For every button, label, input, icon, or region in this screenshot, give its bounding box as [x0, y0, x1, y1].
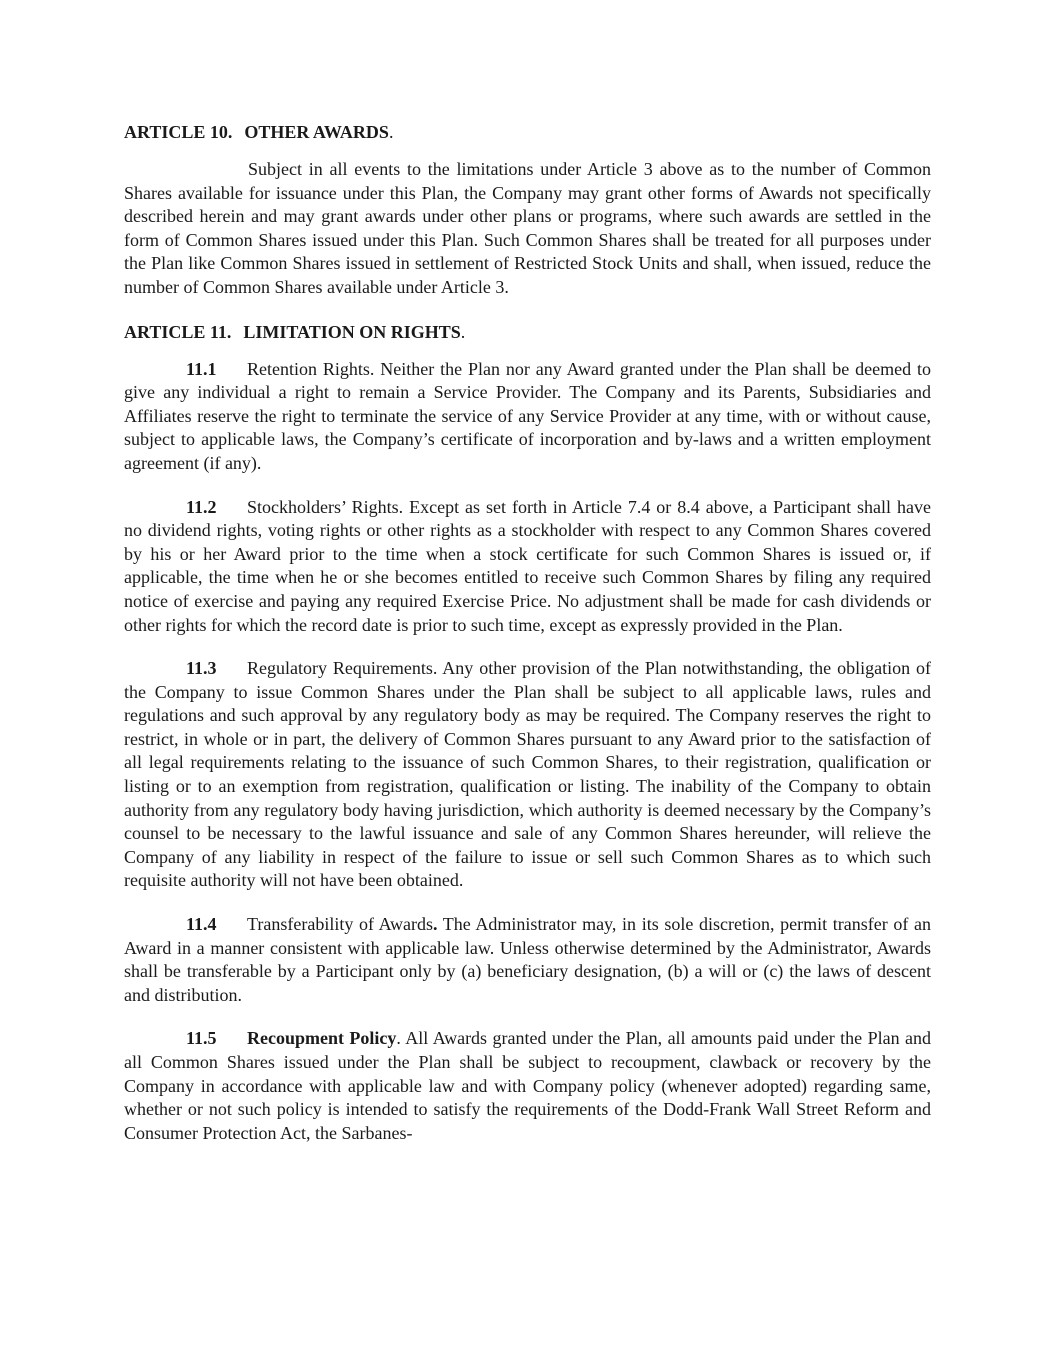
- article-11-heading: [124, 320, 931, 344]
- section-11-1: [124, 358, 931, 476]
- section-title: Stockholders’ Rights.: [247, 496, 404, 517]
- article-11-period: .: [460, 321, 466, 342]
- article-11-number: ARTICLE 11.: [124, 321, 232, 342]
- section-title-period: .: [432, 914, 438, 935]
- section-text: Any other provision of the Plan notwithstanding, the obligation of the Company to issue Common Shares under the Plan shall be subject to all applicable laws, rules and regulations and such approval by any regulatory body as may be required. The Company reserves the right to restrict, in whole or in part, the delivery of Common Shares pursuant to any Award prior to the satisfaction of all legal requirements relating to the issuance of such Common Shares, to their registration, qualification or listing or to an exemption from registration, qualification or listing. The inability of the Company to obtain authority from any regulatory body having jurisdiction, which authority is deemed necessary by the Company’s counsel to be necessary to the lawful issuance and sale of any Common Shares hereunder, will relieve the Company of any liability in respect of the failure to issue or sell such Common Shares as to which such requisite authority will not have been obtained.: [124, 658, 931, 891]
- article-10-title: OTHER AWARDS: [244, 122, 389, 142]
- section-title: Retention Rights.: [247, 358, 375, 379]
- section-11-3: [124, 657, 931, 893]
- article-10-body: Subject in all events to the limitations under Article 3 above as to the number of Common Shares available for issuance under this Plan, the Company may grant other forms of Awards not specifically described herein and may grant awards under other plans or programs, where such awards are settled in the form of Common Shares issued under this Plan. Such Common Shares shall be treated for all purposes under the Plan like Common Shares issued in settlement of Restricted Stock Units and shall, when issued, reduce the number of Common Shares available under Article 3.: [124, 159, 931, 297]
- section-number: 11.3: [186, 658, 217, 679]
- section-number: 11.5: [186, 1028, 217, 1049]
- section-11-5: [124, 1027, 931, 1145]
- article-10-number: ARTICLE 10.: [124, 122, 233, 142]
- section-title: Recoupment Policy: [247, 1028, 397, 1049]
- section-text: Except as set forth in Article 7.4 or 8.4 above, a Participant shall have no dividend rights, voting rights or other rights as a stockholder with respect to any Common Shares covered by his or her Award prior to the time when a stock certificate for such Common Shares is issued or, if applicable, the time when he or she becomes entitled to receive such Common Shares by filing any required notice of exercise and paying any required Exercise Price. No adjustment shall be made for cash dividends or other rights for which the record date is prior to such time, except as expressly provided in the Plan.: [124, 496, 931, 635]
- article-11-title: LIMITATION ON RIGHTS: [243, 321, 461, 342]
- article-10-heading: [124, 120, 931, 144]
- section-text: Neither the Plan nor any Award granted under the Plan shall be deemed to give any individual a right to remain a Service Provider. The Company and its Parents, Subsidiaries and Affiliates reserve the right to terminate the service of any Service Provider at any time, with or without cause, subject to applicable laws, the Company’s certificate of incorporation and by-laws and a written employment agreement (if any).: [124, 358, 932, 473]
- section-number: 11.1: [186, 358, 217, 379]
- section-number: 11.2: [186, 496, 217, 517]
- section-title: Transferability of Awards: [247, 914, 433, 935]
- section-number: 11.4: [186, 914, 217, 935]
- section-11-2: [124, 496, 931, 638]
- section-11-4: [124, 913, 931, 1007]
- article-10-period: .: [388, 122, 394, 142]
- section-text: . All Awards granted under the Plan, all amounts paid under the Plan and all Common Shares issued under the Plan shall be subject to recoupment, clawback or recovery by the Company in accordance with applicable law and with Company policy (whenever adopted) regarding same, whether or not such policy is intended to satisfy the requirements of the Dodd-Frank Wall Street Reform and Consumer Protection Act, the Sarbanes-: [124, 1028, 931, 1143]
- section-text: The Administrator may, in its sole discretion, permit transfer of an Award in a manner consistent with applicable law. Unless otherwise determined by the Administrator, Awards shall be transferable by a Participant only by (a) beneficiary designation, (b) a will or (c) the laws of descent and distribution.: [124, 914, 932, 1005]
- document-page: [124, 120, 931, 1165]
- section-title: Regulatory Requirements.: [247, 658, 438, 679]
